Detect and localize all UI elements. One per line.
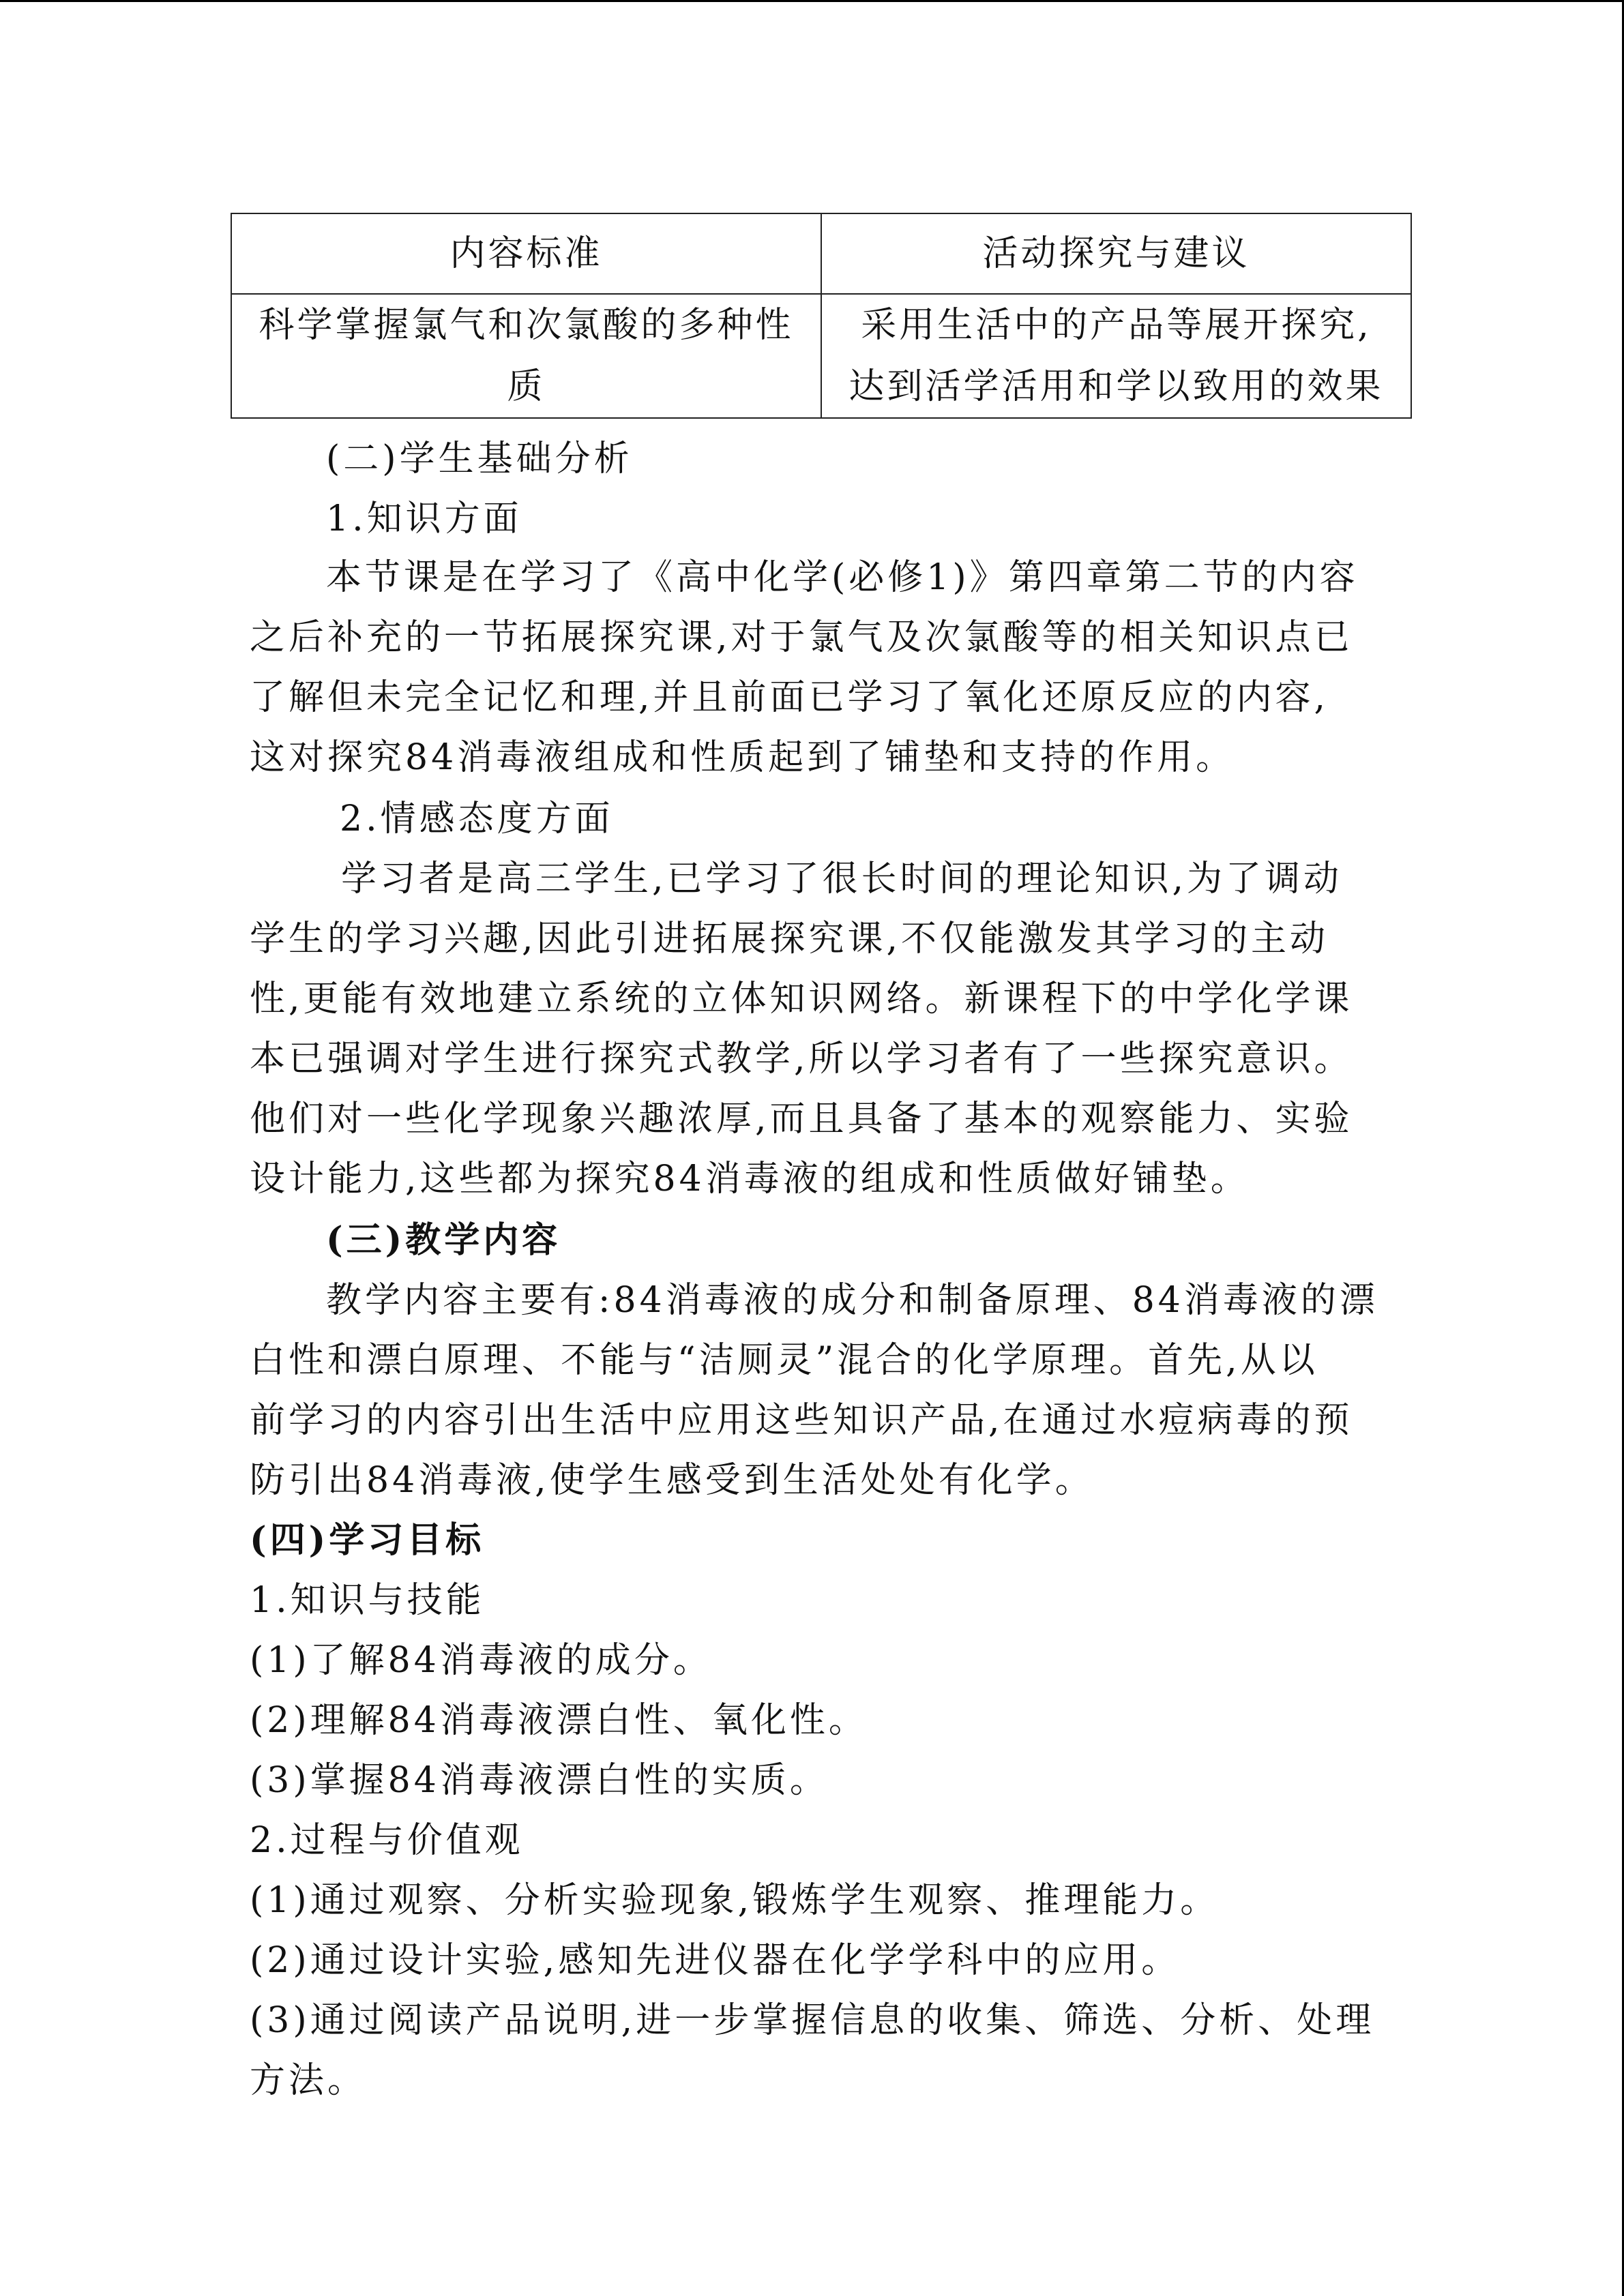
cell-line: 质	[507, 366, 546, 407]
content-standard-table	[231, 213, 1412, 419]
paragraph-line: 前学习的内容引出生活中应用这些知识产品,在通过水痘病毒的预	[250, 1400, 1353, 1441]
paragraph-line: 学生的学习兴趣,因此引进拓展探究课,不仅能激发其学习的主动	[250, 919, 1329, 959]
list-item: (3)掌握84消毒液漂白性的实质。	[250, 1760, 829, 1801]
paragraph-line: 性,更能有效地建立系统的立体知识网络。新课程下的中学化学课	[250, 979, 1353, 1019]
section-heading: (三)教学内容	[326, 1219, 561, 1261]
list-item: (2)理解84消毒液漂白性、氧化性。	[250, 1700, 868, 1741]
paragraph-line: 本节课是在学习了《高中化学(必修1)》第四章第二节的内容	[326, 557, 1359, 598]
paragraph-line: 设计能力,这些都为探究84消毒液的组成和性质做好铺垫。	[250, 1159, 1250, 1199]
table-header-cell: 活动探究与建议	[821, 213, 1411, 294]
paragraph-line: 他们对一些化学现象兴趣浓厚,而且具备了基本的观察能力、实验	[250, 1099, 1353, 1139]
list-item: (1)了解84消毒液的成分。	[250, 1640, 712, 1681]
section-heading: (四)学习目标	[250, 1519, 485, 1561]
paragraph-line: 学习者是高三学生,已学习了很长时间的理论知识,为了调动	[341, 859, 1343, 899]
table-cell	[821, 294, 1411, 418]
list-item: (3)通过阅读产品说明,进一步掌握信息的收集、筛选、分析、处理	[250, 2000, 1375, 2041]
subheading: 2.情感态度方面	[340, 799, 614, 839]
list-item: (1)通过观察、分析实验现象,锻炼学生观察、推理能力。	[250, 1880, 1220, 1921]
paragraph-line: 方法。	[250, 2060, 367, 2101]
top-border	[0, 0, 1624, 2]
table-row	[231, 294, 1411, 418]
paragraph-line: 之后补充的一节拓展探究课,对于氯气及次氯酸等的相关知识点已	[250, 617, 1353, 658]
paragraph-line: 教学内容主要有:84消毒液的成分和制备原理、84消毒液的漂	[326, 1280, 1378, 1321]
list-item: (2)通过设计实验,感知先进仪器在化学学科中的应用。	[250, 1940, 1181, 1981]
paragraph-line: 这对探究84消毒液组成和性质起到了铺垫和支持的作用。	[250, 737, 1235, 778]
paragraph-line: 白性和漂白原理、不能与“洁厕灵”混合的化学原理。首先,从以	[250, 1340, 1318, 1381]
paragraph-line: 防引出84消毒液,使学生感受到生活处处有化学。	[250, 1460, 1094, 1501]
cell-line: 科学掌握氯气和次氯酸的多种性	[259, 305, 794, 346]
table-cell	[231, 294, 821, 418]
table-header-row	[231, 213, 1411, 294]
paragraph-line: 了解但未完全记忆和理,并且前面已学习了氧化还原反应的内容,	[250, 677, 1329, 718]
paragraph-line: 本已强调对学生进行探究式教学,所以学习者有了一些探究意识。	[250, 1039, 1353, 1079]
subheading: 1.知识方面	[326, 498, 522, 539]
section-heading: (二)学生基础分析	[326, 438, 633, 479]
cell-line: 采用生活中的产品等展开探究,	[861, 305, 1372, 346]
cell-line: 达到活学活用和学以致用的效果	[848, 366, 1384, 407]
subheading: 1.知识与技能	[250, 1580, 485, 1621]
table-header-cell: 内容标准	[231, 213, 821, 294]
subheading: 2.过程与价值观	[250, 1820, 524, 1861]
